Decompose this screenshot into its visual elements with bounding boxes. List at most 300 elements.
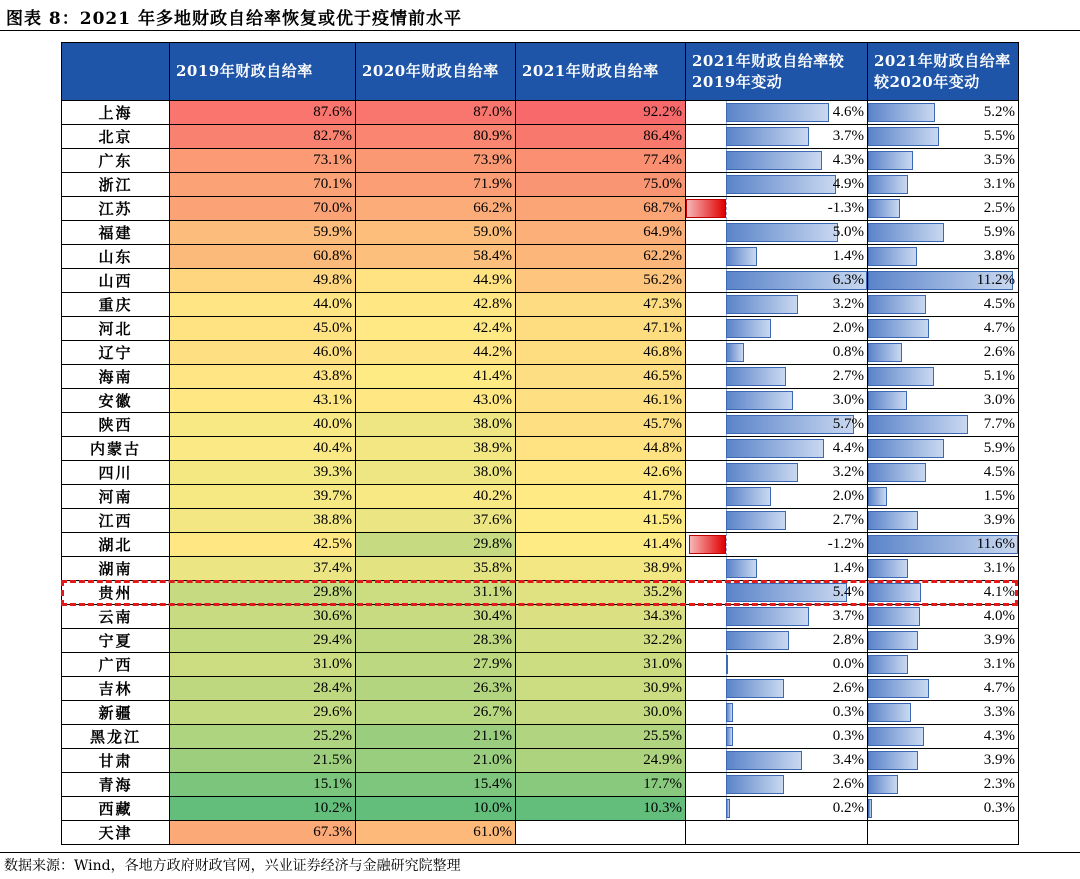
ratio-2021: 62.2% (516, 245, 686, 269)
ratio-2019: 82.7% (170, 125, 356, 149)
change-value: 3.0% (983, 392, 1015, 408)
title-rule (0, 30, 1080, 31)
ratio-2019: 40.0% (170, 413, 356, 437)
change-vs-2019-cell (686, 773, 868, 797)
change-vs-2019-cell (686, 389, 868, 413)
ratio-2021: 46.5% (516, 365, 686, 389)
region-name: 海南 (62, 365, 170, 389)
change-vs-2020-cell (868, 317, 1019, 341)
header-2020-ratio: 2020年财政自给率 (356, 43, 516, 101)
header-change-vs-2019: 2021年财政自给率较2019年变动 (686, 43, 868, 101)
change-bar (689, 535, 726, 554)
ratio-2020: 66.2% (356, 197, 516, 221)
change-value: 3.2% (832, 296, 864, 312)
change-value: 2.5% (983, 200, 1015, 216)
change-bar (726, 703, 733, 722)
ratio-2021: 41.5% (516, 509, 686, 533)
change-vs-2019-cell (686, 653, 868, 677)
region-name: 广西 (62, 653, 170, 677)
ratio-2021: 17.7% (516, 773, 686, 797)
change-bar (868, 679, 929, 698)
ratio-2019: 15.1% (170, 773, 356, 797)
ratio-2019: 21.5% (170, 749, 356, 773)
change-vs-2019-cell (686, 173, 868, 197)
ratio-2021 (516, 821, 686, 845)
region-name: 河南 (62, 485, 170, 509)
region-name: 山东 (62, 245, 170, 269)
table-row (62, 509, 1019, 533)
ratio-2021: 47.1% (516, 317, 686, 341)
change-vs-2020-cell (868, 125, 1019, 149)
change-value: 5.5% (983, 128, 1015, 144)
change-vs-2019-cell (686, 437, 868, 461)
ratio-2020: 71.9% (356, 173, 516, 197)
change-bar (868, 343, 902, 362)
ratio-2021: 38.9% (516, 557, 686, 581)
change-value: 4.1% (983, 584, 1015, 600)
change-vs-2019-cell (686, 341, 868, 365)
fiscal-self-sufficiency-table (61, 42, 1019, 845)
ratio-2020: 26.7% (356, 701, 516, 725)
change-bar (726, 631, 789, 650)
change-vs-2020-cell (868, 605, 1019, 629)
change-value: 2.6% (832, 680, 864, 696)
change-vs-2020-cell (868, 581, 1019, 605)
change-value: 3.4% (832, 752, 864, 768)
source-note: 数据来源：Wind，各地方政府财政官网，兴业证券经济与金融研究院整理 (4, 858, 461, 874)
ratio-2019: 67.3% (170, 821, 356, 845)
change-value: 0.3% (983, 800, 1015, 816)
ratio-2021: 30.9% (516, 677, 686, 701)
bar-axis (726, 533, 727, 556)
change-value: 5.0% (832, 224, 864, 240)
table-row (62, 653, 1019, 677)
ratio-2021: 41.4% (516, 533, 686, 557)
change-vs-2020-cell (868, 701, 1019, 725)
change-vs-2020-cell (868, 101, 1019, 125)
change-bar (868, 799, 872, 818)
change-vs-2019-cell (686, 293, 868, 317)
change-value: 11.6% (976, 536, 1015, 552)
table-row (62, 581, 1019, 605)
change-bar (868, 751, 918, 770)
change-value: 3.9% (983, 752, 1015, 768)
ratio-2019: 31.0% (170, 653, 356, 677)
change-bar (868, 175, 908, 194)
table-row (62, 125, 1019, 149)
ratio-2020: 26.3% (356, 677, 516, 701)
change-vs-2019-cell (686, 317, 868, 341)
change-vs-2019-cell (686, 509, 868, 533)
change-vs-2020-cell (868, 461, 1019, 485)
ratio-2021: 86.4% (516, 125, 686, 149)
ratio-2020: 43.0% (356, 389, 516, 413)
change-value: 1.4% (832, 248, 864, 264)
region-name: 甘肃 (62, 749, 170, 773)
ratio-2019: 70.1% (170, 173, 356, 197)
change-bar (868, 607, 920, 626)
ratio-2019: 70.0% (170, 197, 356, 221)
ratio-2019: 25.2% (170, 725, 356, 749)
ratio-2020: 38.0% (356, 461, 516, 485)
bar-axis (726, 197, 727, 220)
ratio-2021: 31.0% (516, 653, 686, 677)
change-value: 4.0% (983, 608, 1015, 624)
table-row (62, 197, 1019, 221)
change-vs-2020-cell (868, 653, 1019, 677)
change-bar (726, 655, 728, 674)
change-value: 3.5% (983, 152, 1015, 168)
ratio-2021: 30.0% (516, 701, 686, 725)
figure-title: 图表 8：2021 年多地财政自给率恢复或优于疫情前水平 (6, 9, 462, 29)
ratio-2020: 59.0% (356, 221, 516, 245)
change-value: 0.3% (832, 728, 864, 744)
region-name: 安徽 (62, 389, 170, 413)
ratio-2020: 44.9% (356, 269, 516, 293)
change-value: 2.7% (832, 368, 864, 384)
ratio-2020: 35.8% (356, 557, 516, 581)
ratio-2020: 37.6% (356, 509, 516, 533)
table-row (62, 797, 1019, 821)
change-bar (726, 175, 836, 194)
change-value: 5.9% (983, 440, 1015, 456)
ratio-2020: 31.1% (356, 581, 516, 605)
header-region (62, 43, 170, 101)
region-name: 内蒙古 (62, 437, 170, 461)
table-row (62, 245, 1019, 269)
change-value: 5.4% (832, 584, 864, 600)
ratio-2019: 37.4% (170, 557, 356, 581)
region-name: 西藏 (62, 797, 170, 821)
region-name: 新疆 (62, 701, 170, 725)
ratio-2021: 45.7% (516, 413, 686, 437)
change-vs-2020-cell (868, 533, 1019, 557)
table-row (62, 725, 1019, 749)
change-vs-2019-cell (686, 461, 868, 485)
change-value: 1.4% (832, 560, 864, 576)
change-bar (868, 775, 898, 794)
change-bar (726, 103, 829, 122)
region-name: 山西 (62, 269, 170, 293)
change-vs-2020-cell (868, 725, 1019, 749)
header-row (62, 43, 1019, 101)
change-bar (868, 415, 968, 434)
change-value: 3.1% (983, 560, 1015, 576)
table-row (62, 485, 1019, 509)
ratio-2020: 42.4% (356, 317, 516, 341)
change-value: 5.1% (983, 368, 1015, 384)
ratio-2020: 27.9% (356, 653, 516, 677)
change-vs-2019-cell (686, 365, 868, 389)
change-vs-2020-cell (868, 821, 1019, 845)
ratio-2020: 40.2% (356, 485, 516, 509)
change-bar (726, 559, 757, 578)
region-name: 青海 (62, 773, 170, 797)
change-value: 3.7% (832, 128, 864, 144)
change-bar (726, 223, 838, 242)
change-vs-2020-cell (868, 557, 1019, 581)
change-vs-2020-cell (868, 389, 1019, 413)
change-bar (726, 607, 809, 626)
ratio-2021: 34.3% (516, 605, 686, 629)
ratio-2020: 44.2% (356, 341, 516, 365)
table-row (62, 557, 1019, 581)
change-value: 4.9% (832, 176, 864, 192)
change-vs-2019-cell (686, 245, 868, 269)
change-vs-2020-cell (868, 773, 1019, 797)
ratio-2021: 68.7% (516, 197, 686, 221)
change-bar (868, 727, 924, 746)
change-value: 2.3% (983, 776, 1015, 792)
table-row (62, 101, 1019, 125)
source-rule (0, 852, 1080, 853)
change-value: 2.7% (832, 512, 864, 528)
region-name: 广东 (62, 149, 170, 173)
table-row (62, 629, 1019, 653)
change-value: 3.2% (832, 464, 864, 480)
change-bar (868, 559, 908, 578)
ratio-2019: 10.2% (170, 797, 356, 821)
change-value: -1.3% (827, 200, 864, 216)
region-name: 上海 (62, 101, 170, 125)
change-bar (868, 319, 929, 338)
change-bar (868, 655, 908, 674)
change-bar (868, 103, 935, 122)
change-value: 2.6% (832, 776, 864, 792)
change-value: 5.7% (832, 416, 864, 432)
table-row (62, 269, 1019, 293)
change-value: 3.0% (832, 392, 864, 408)
change-value: 2.0% (832, 320, 864, 336)
change-value: 4.5% (983, 296, 1015, 312)
change-value: 0.8% (832, 344, 864, 360)
change-value: 7.7% (983, 416, 1015, 432)
ratio-2019: 28.4% (170, 677, 356, 701)
change-bar (868, 511, 918, 530)
change-vs-2020-cell (868, 749, 1019, 773)
ratio-2019: 87.6% (170, 101, 356, 125)
change-vs-2020-cell (868, 221, 1019, 245)
change-vs-2019-cell (686, 101, 868, 125)
change-value: 3.9% (983, 632, 1015, 648)
table-row (62, 605, 1019, 629)
change-vs-2020-cell (868, 269, 1019, 293)
region-name: 云南 (62, 605, 170, 629)
ratio-2019: 29.8% (170, 581, 356, 605)
region-name: 福建 (62, 221, 170, 245)
ratio-2020: 21.0% (356, 749, 516, 773)
region-name: 北京 (62, 125, 170, 149)
change-value: 6.3% (832, 272, 864, 288)
change-vs-2019-cell (686, 581, 868, 605)
change-value: 4.6% (832, 104, 864, 120)
ratio-2019: 42.5% (170, 533, 356, 557)
change-value: 3.9% (983, 512, 1015, 528)
change-bar (868, 463, 926, 482)
region-name: 辽宁 (62, 341, 170, 365)
change-bar (726, 151, 822, 170)
change-value: 5.9% (983, 224, 1015, 240)
change-value: 3.1% (983, 176, 1015, 192)
ratio-2021: 46.1% (516, 389, 686, 413)
ratio-2020: 29.8% (356, 533, 516, 557)
change-vs-2019-cell (686, 701, 868, 725)
region-name: 湖南 (62, 557, 170, 581)
change-value: 3.1% (983, 656, 1015, 672)
change-vs-2019-cell (686, 557, 868, 581)
change-bar (868, 199, 900, 218)
change-bar (868, 439, 944, 458)
change-value: 4.4% (832, 440, 864, 456)
change-bar (868, 151, 913, 170)
ratio-2021: 25.5% (516, 725, 686, 749)
ratio-2019: 46.0% (170, 341, 356, 365)
change-vs-2020-cell (868, 245, 1019, 269)
change-vs-2019-cell (686, 533, 868, 557)
change-vs-2020-cell (868, 413, 1019, 437)
table-row (62, 293, 1019, 317)
ratio-2021: 75.0% (516, 173, 686, 197)
ratio-2019: 43.1% (170, 389, 356, 413)
change-value: 11.2% (976, 272, 1015, 288)
ratio-2021: 35.2% (516, 581, 686, 605)
change-bar (726, 295, 798, 314)
change-vs-2019-cell (686, 413, 868, 437)
table-row (62, 221, 1019, 245)
change-value: 4.3% (983, 728, 1015, 744)
table-row (62, 317, 1019, 341)
change-vs-2020-cell (868, 197, 1019, 221)
change-value: 3.8% (983, 248, 1015, 264)
change-bar (726, 247, 757, 266)
region-name: 吉林 (62, 677, 170, 701)
change-bar (726, 799, 730, 818)
ratio-2020: 30.4% (356, 605, 516, 629)
ratio-2021: 32.2% (516, 629, 686, 653)
table-row (62, 437, 1019, 461)
region-name: 江西 (62, 509, 170, 533)
change-bar (726, 679, 784, 698)
table-row (62, 821, 1019, 845)
region-name: 河北 (62, 317, 170, 341)
ratio-2019: 45.0% (170, 317, 356, 341)
table-row (62, 173, 1019, 197)
change-vs-2020-cell (868, 341, 1019, 365)
change-value: 0.2% (832, 800, 864, 816)
change-bar (726, 127, 809, 146)
ratio-2021: 64.9% (516, 221, 686, 245)
change-vs-2020-cell (868, 173, 1019, 197)
change-value: 0.0% (832, 656, 864, 672)
ratio-2019: 59.9% (170, 221, 356, 245)
change-vs-2019-cell (686, 485, 868, 509)
change-bar (726, 775, 784, 794)
change-bar (726, 583, 847, 602)
table-row (62, 413, 1019, 437)
region-name: 天津 (62, 821, 170, 845)
change-bar (868, 487, 887, 506)
change-bar (868, 127, 939, 146)
ratio-2019: 30.6% (170, 605, 356, 629)
ratio-2020: 73.9% (356, 149, 516, 173)
region-name: 江苏 (62, 197, 170, 221)
change-value: 4.7% (983, 320, 1015, 336)
ratio-2019: 49.8% (170, 269, 356, 293)
ratio-2019: 39.7% (170, 485, 356, 509)
region-name: 陕西 (62, 413, 170, 437)
header-change-vs-2020: 2021年财政自给率较2020年变动 (868, 43, 1019, 101)
ratio-2020: 21.1% (356, 725, 516, 749)
change-value: 3.3% (983, 704, 1015, 720)
ratio-2020: 42.8% (356, 293, 516, 317)
ratio-2020: 58.4% (356, 245, 516, 269)
change-value: 4.7% (983, 680, 1015, 696)
table-row (62, 341, 1019, 365)
ratio-2021: 41.7% (516, 485, 686, 509)
change-vs-2020-cell (868, 365, 1019, 389)
ratio-2020: 61.0% (356, 821, 516, 845)
region-name: 贵州 (62, 581, 170, 605)
change-vs-2020-cell (868, 149, 1019, 173)
change-bar (726, 319, 771, 338)
change-value: 2.6% (983, 344, 1015, 360)
change-vs-2019-cell (686, 749, 868, 773)
ratio-2021: 77.4% (516, 149, 686, 173)
change-vs-2020-cell (868, 677, 1019, 701)
change-vs-2020-cell (868, 437, 1019, 461)
change-value: 4.3% (832, 152, 864, 168)
ratio-2020: 38.9% (356, 437, 516, 461)
change-bar (726, 391, 793, 410)
change-value: 2.0% (832, 488, 864, 504)
ratio-2020: 41.4% (356, 365, 516, 389)
table-row (62, 365, 1019, 389)
change-value: 4.5% (983, 464, 1015, 480)
change-vs-2019-cell (686, 149, 868, 173)
change-value: -1.2% (827, 536, 864, 552)
change-bar (726, 511, 787, 530)
ratio-2019: 60.8% (170, 245, 356, 269)
change-vs-2019-cell (686, 605, 868, 629)
change-vs-2019-cell (686, 197, 868, 221)
region-name: 宁夏 (62, 629, 170, 653)
table-row (62, 533, 1019, 557)
ratio-2020: 10.0% (356, 797, 516, 821)
change-vs-2020-cell (868, 509, 1019, 533)
ratio-2019: 29.6% (170, 701, 356, 725)
region-name: 黑龙江 (62, 725, 170, 749)
ratio-2021: 10.3% (516, 797, 686, 821)
change-bar (726, 463, 798, 482)
change-bar (868, 295, 926, 314)
ratio-2021: 42.6% (516, 461, 686, 485)
table-row (62, 677, 1019, 701)
change-vs-2020-cell (868, 293, 1019, 317)
table-row (62, 773, 1019, 797)
ratio-2019: 29.4% (170, 629, 356, 653)
ratio-2019: 40.4% (170, 437, 356, 461)
change-value: 2.8% (832, 632, 864, 648)
change-bar (726, 439, 825, 458)
ratio-2019: 39.3% (170, 461, 356, 485)
region-name: 浙江 (62, 173, 170, 197)
change-bar (726, 751, 802, 770)
change-vs-2020-cell (868, 485, 1019, 509)
change-bar (726, 343, 744, 362)
table-row (62, 749, 1019, 773)
ratio-2020: 38.0% (356, 413, 516, 437)
ratio-2020: 87.0% (356, 101, 516, 125)
